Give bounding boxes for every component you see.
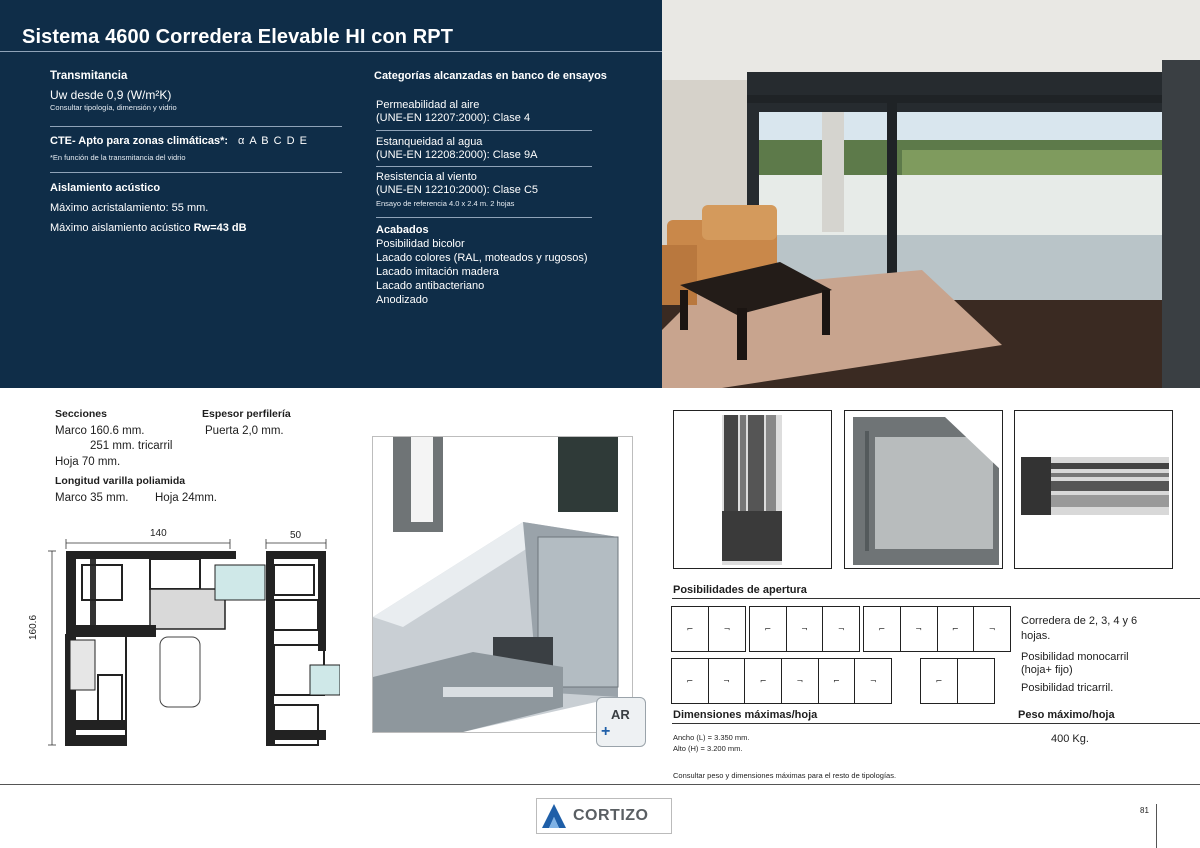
scheme-6-leaves: [671, 658, 892, 704]
openings-desc-1: Corredera de 2, 3, 4 y 6 hojas.: [1021, 615, 1138, 642]
profile-photo-corner: [844, 410, 1003, 569]
profile-render: [372, 436, 633, 733]
cte-note: *En función de la transmitancia del vidrio: [50, 153, 186, 162]
divider: [376, 217, 592, 218]
rod-frame: Marco 35 mm.: [55, 492, 129, 504]
page-number: 81: [1140, 806, 1149, 815]
test-wind-name: Resistencia al viento: [376, 171, 477, 183]
arrow-icon: ⌐: [686, 624, 694, 634]
ar-badge-text: AR: [611, 707, 630, 722]
dimension-width: 140: [150, 528, 167, 539]
divider: [376, 166, 592, 167]
openings-rule: [672, 598, 1200, 599]
rod-leaf: Hoja 24mm.: [155, 492, 217, 504]
finish-item: Lacado antibacteriano: [376, 280, 485, 292]
plus-icon: +: [601, 723, 611, 740]
arrow-icon: ⌐: [764, 624, 772, 634]
divider: [50, 172, 342, 173]
transmitancia-note: Consultar tipología, dimensión y vidrio: [50, 103, 177, 112]
profile-photo-vertical: [673, 410, 832, 569]
scheme-3-leaves: [749, 606, 860, 652]
arrow-icon: ⌐: [878, 624, 886, 634]
arrow-icon: ⌐: [686, 676, 694, 686]
max-glazing: Máximo acristalamiento: 55 mm.: [50, 202, 209, 214]
sections-tricarril: 251 mm. tricarril: [90, 440, 173, 452]
divider: [376, 130, 592, 131]
arrow-icon: ⌐: [833, 676, 840, 686]
arrow-icon: ¬: [796, 676, 804, 686]
arrow-icon: ⌐: [952, 624, 959, 634]
dimension-height: 160.6: [28, 614, 39, 640]
arrow-icon: ¬: [837, 624, 845, 634]
max-weight: 400 Kg.: [1051, 733, 1089, 745]
finish-item: Anodizado: [376, 294, 428, 306]
test-wind-result: (UNE-EN 12210:2000): Clase C5: [376, 184, 539, 196]
acoustic-label: Aislamiento acústico: [50, 182, 161, 194]
thickness-value: Puerta 2,0 mm.: [205, 425, 284, 437]
dimensions-title: Dimensiones máximas/hoja: [673, 709, 818, 721]
openings-desc-2: Posibilidad monocarril (hoja+ fijo): [1021, 651, 1129, 676]
finish-item: Lacado colores (RAL, moteados y rugosos): [376, 252, 588, 264]
weight-title: Peso máximo/hoja: [1018, 709, 1115, 721]
max-acoustic-value: Rw=43 dB: [193, 222, 247, 234]
finish-item: Posibilidad bicolor: [376, 238, 465, 250]
arrow-icon: ⌐: [935, 676, 943, 686]
page-number-divider: [1156, 804, 1157, 848]
test-air-name: Permeabilidad al aire: [376, 99, 480, 111]
section-drawing: [30, 525, 340, 750]
dimension-side: 50: [290, 530, 302, 541]
climate-zones: α A B C D E: [238, 135, 308, 147]
scheme-2-leaves: [671, 606, 746, 652]
interior-photo: [662, 0, 1200, 388]
arrow-icon: ¬: [915, 624, 922, 634]
sections-frame: Marco 160.6 mm.: [55, 425, 145, 437]
arrow-icon: ⌐: [759, 676, 767, 686]
footer-rule: [0, 784, 1200, 785]
test-air-result: (UNE-EN 12207:2000): Clase 4: [376, 112, 531, 124]
finishes-title: Acabados: [376, 224, 429, 236]
transmitancia-label: Transmitancia: [50, 70, 128, 82]
title-divider: [0, 51, 662, 52]
sections-title: Secciones: [55, 408, 107, 420]
arrow-icon: ¬: [723, 624, 731, 634]
sections-leaf: Hoja 70 mm.: [55, 456, 121, 468]
max-acoustic: [50, 222, 247, 234]
thickness-title: Espesor perfilería: [202, 408, 291, 420]
openings-title: Posibilidades de apertura: [673, 584, 807, 596]
dimensions-rule: [672, 723, 1200, 724]
brand-name: CORTIZO: [573, 807, 649, 824]
max-width: Ancho (L) = 3.350 mm.: [673, 733, 750, 742]
spec-panel: [0, 0, 662, 388]
dimensions-note: Consultar peso y dimensiones máximas para el resto de tipologías.: [673, 771, 897, 780]
brand-logo: [536, 798, 672, 834]
finish-item: Lacado imitación madera: [376, 266, 499, 278]
divider: [50, 126, 342, 127]
test-water-result: (UNE-EN 12208:2000): Clase 9A: [376, 149, 538, 161]
cortizo-logo-icon: [541, 803, 567, 829]
test-wind-note: Ensayo de referencia 4.0 x 2.4 m. 2 hojas: [376, 199, 515, 208]
scheme-4-leaves: [863, 606, 1011, 652]
profile-photo-horizontal: [1014, 410, 1173, 569]
arrow-icon: ¬: [988, 624, 996, 634]
max-acoustic-label: Máximo aislamiento acústico: [50, 222, 194, 234]
tests-title: Categorías alcanzadas en banco de ensayos: [374, 70, 607, 82]
page-title: Sistema 4600 Corredera Elevable HI con RPT: [22, 26, 454, 48]
test-water-name: Estanqueidad al agua: [376, 136, 483, 148]
transmitancia-value: Uw desde 0,9 (W/m²K): [50, 88, 172, 102]
arrow-icon: ¬: [801, 624, 808, 634]
openings-desc-3: Posibilidad tricarril.: [1021, 682, 1114, 694]
ar-badge: [596, 697, 646, 747]
scheme-monorail: [920, 658, 995, 704]
rod-title: Longitud varilla poliamida: [55, 475, 186, 487]
max-height: Alto (H) = 3.200 mm.: [673, 744, 743, 753]
cte-label: CTE- Apto para zonas climáticas*:: [50, 135, 229, 147]
arrow-icon: ¬: [723, 676, 730, 686]
arrow-icon: ¬: [869, 676, 877, 686]
